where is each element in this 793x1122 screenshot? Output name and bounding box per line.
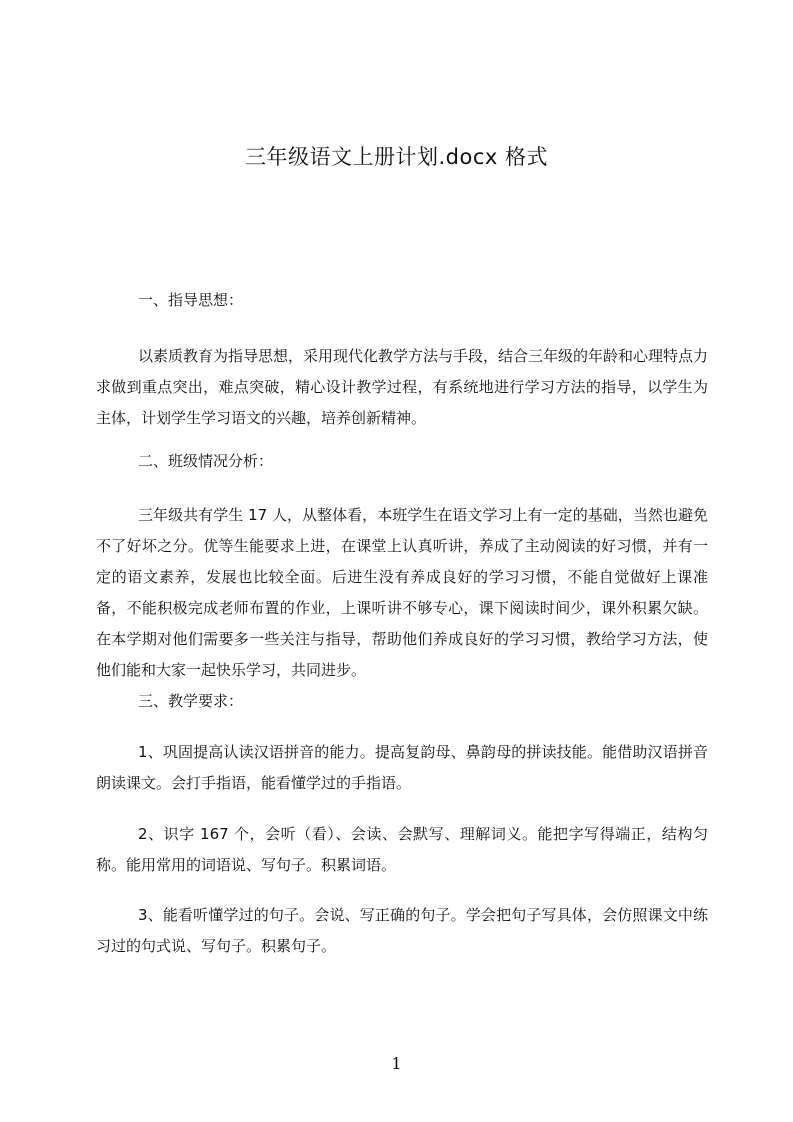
section-heading-teaching-requirements: 三、教学要求： — [138, 692, 244, 710]
document-title: 三年级语文上册计划.docx 格式 — [244, 145, 548, 169]
paragraph-requirement-2: 2、识字 167 个，会听（看）、会读、会默写、理解词义。能把字写得端正，结构匀称。能用常用的词语说、写句子。积累词语。 — [96, 825, 708, 874]
paragraph-class-analysis: 三年级共有学生 17 人，从整体看，本班学生在语文学习上有一定的基础，当然也避免不了好坏之分。优等生能要求上进，在课堂上认真听讲，养成了主动阅读的好习惯，并有一定的语文素养，发展也比较全面。后进生没有养成良好的学习习惯，不能自觉做好上课准备，不能积极完成老师布置的作业，上课听讲不够专心，课下阅读时间少，课外积累欠缺。在本学期对他们需要多一些关注与指导，帮助他们养成良好的学习习惯，教给学习方法，使他们能和大家一起快乐学习，共同进步。 — [96, 506, 708, 679]
section-heading-class-analysis: 二、班级情况分析： — [138, 452, 274, 470]
paragraph-guiding-ideology: 以素质教育为指导思想，采用现代化教学方法与手段，结合三年级的年龄和心理特点力求做到重点突出，难点突破，精心设计教学过程，有系统地进行学习方法的指导，以学生为主体，计划学生学习语文的兴趣，培养创新精神。 — [96, 347, 709, 427]
page-number: 1 — [391, 1054, 402, 1073]
section-heading-guiding-ideology: 一、指导思想： — [138, 291, 244, 309]
paragraph-requirement-1: 1、巩固提高认读汉语拼音的能力。提高复韵母、鼻韵母的拼读技能。能借助汉语拼音朗读课文。会打手指语，能看懂学过的手指语。 — [96, 743, 708, 792]
paragraph-requirement-3: 3、能看听懂学过的句子。会说、写正确的句子。学会把句子写具体，会仿照课文中练习过的句式说、写句子。积累句子。 — [96, 906, 708, 955]
